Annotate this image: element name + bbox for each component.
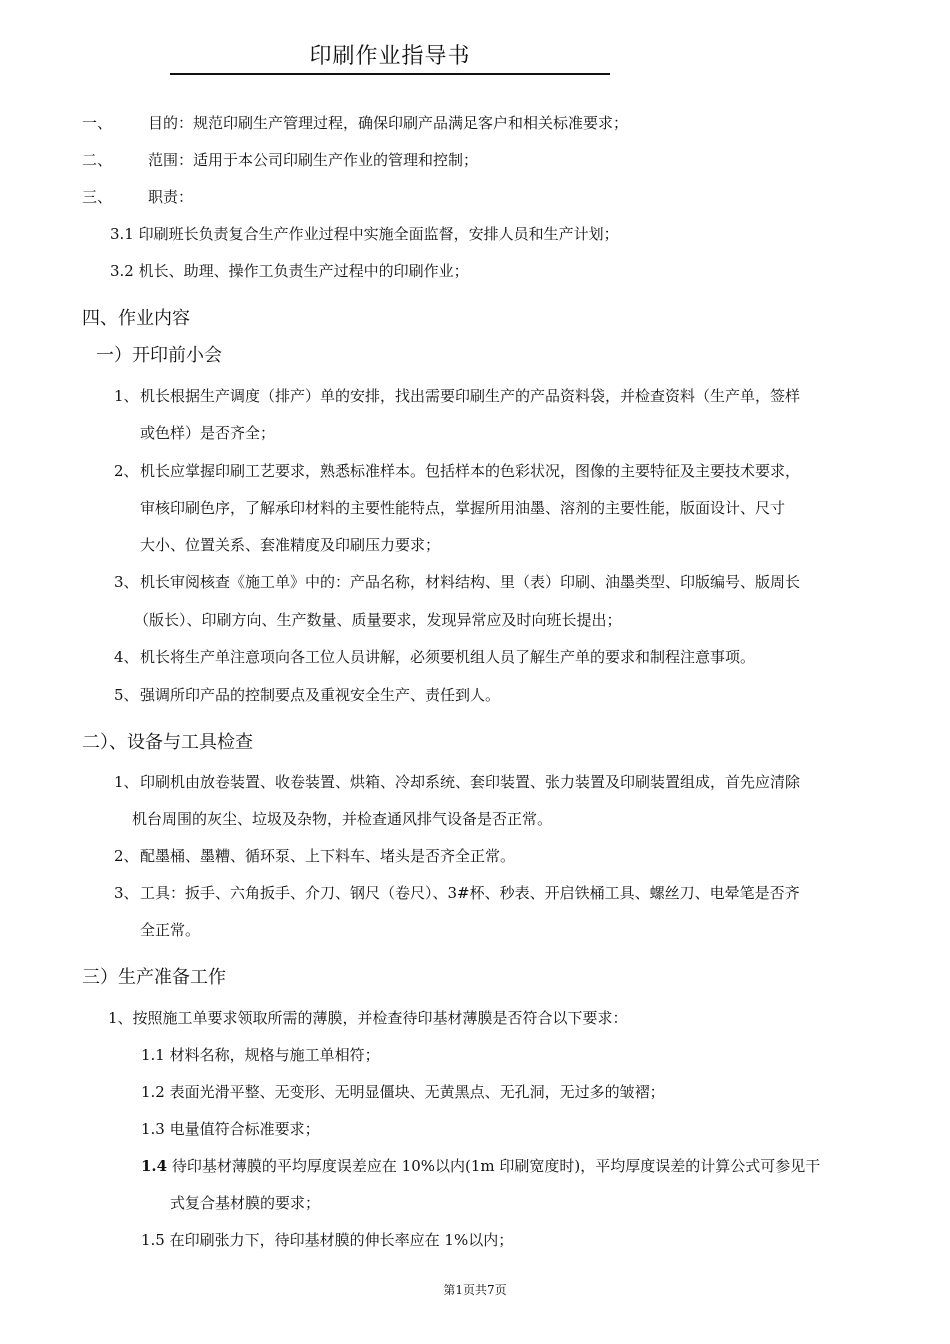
item-text: 强调所印产品的控制要点及重视安全生产、责任到人。: [140, 686, 501, 704]
item-number: 5、: [114, 686, 139, 704]
item-number: 2、: [114, 847, 139, 865]
list-item: [114, 883, 800, 903]
intro-text: 范围：适用于本公司印刷生产作业的管理和控制；: [148, 151, 479, 169]
duty-line: 3.2 机长、助理、操作工负责生产过程中的印刷作业；: [110, 262, 469, 280]
item-number: 2、: [114, 462, 139, 480]
item-number: 3、: [114, 884, 139, 902]
list-item-continuation: 审核印刷色序，了解承印材料的主要性能特点，掌握所用油墨、溶剂的主要性能，版面设计、尺寸: [140, 499, 786, 517]
requirement-continuation: 式复合基材膜的要求；: [170, 1194, 321, 1212]
page-footer: 第1页共7页: [443, 1283, 507, 1297]
title-underline: [170, 73, 610, 75]
document-title: 印刷作业指导书: [309, 44, 471, 69]
requirement-text: 待印基材薄膜的平均厚度误差应在 10%以内(1m 印刷宽度时)，平均厚度误差的计算公式可参见干: [171, 1157, 821, 1175]
list-item: [114, 461, 800, 481]
list-item-continuation: （版长）、印刷方向、生产数量、质量要求，发现异常应及时向班长提出；: [134, 611, 622, 629]
requirement-item: [141, 1156, 820, 1176]
requirement-text: 材料名称，规格与施工单相符；: [169, 1046, 380, 1064]
list-item: [114, 846, 515, 866]
requirement-number: 1.2: [141, 1083, 165, 1101]
item-text: 机长应掌握印刷工艺要求，熟悉标准样本。包括样本的色彩状况，图像的主要特征及主要技术要求，: [140, 462, 801, 480]
item-number: 1、: [114, 773, 139, 791]
item-text: 工具：扳手、六角扳手、介刀、钢尺（卷尺）、3#杯、秒表、开启铁桶工具、螺丝刀、电晕笔是否齐: [140, 884, 800, 902]
requirement-number: 1.4: [141, 1157, 168, 1175]
requirement-number: 1.5: [141, 1231, 165, 1249]
duty-line: 3.1 印刷班长负责复合生产作业过程中实施全面监督，安排人员和生产计划；: [110, 225, 619, 243]
item-number: 4、: [114, 648, 139, 666]
intro-item-purpose: [82, 113, 628, 133]
item-text: 机长审阅核查《施工单》中的：产品名称，材料结构、里（表）印刷、油墨类型、印版编号、版周长: [140, 573, 801, 591]
requirement-item: [141, 1045, 380, 1065]
requirement-text: 表面光滑平整、无变形、无明显僵块、无黄黑点、无孔洞，无过多的皱褶；: [169, 1083, 665, 1101]
subsection-heading: 一）开印前小会: [96, 345, 222, 366]
list-item-continuation: 大小、位置关系、套准精度及印刷压力要求；: [140, 536, 441, 554]
list-item: [114, 647, 755, 667]
intro-number: 二、: [82, 151, 113, 169]
item-text: 机长根据生产调度（排产）单的安排，找出需要印刷生产的产品资料袋，并检查资料（生产单，签样: [140, 387, 801, 405]
requirement-text: 电量值符合标准要求；: [169, 1120, 320, 1138]
item-text: 印刷机由放卷装置、收卷装置、烘箱、冷却系统、套印装置、张力装置及印刷装置组成，首先应清除: [140, 773, 801, 791]
intro-number: 三、: [82, 188, 113, 206]
subsection-heading: 三）生产准备工作: [82, 967, 226, 988]
list-item: [114, 386, 800, 406]
requirement-item: [141, 1119, 320, 1139]
list-item: [114, 685, 500, 705]
item-text: 配墨桶、墨糟、循环泵、上下料车、堵头是否齐全正常。: [140, 847, 516, 865]
list-item: [114, 572, 800, 592]
requirement-item: [141, 1082, 665, 1102]
item-text: 机长将生产单注意项向各工位人员讲解，必须要机组人员了解生产单的要求和制程注意事项。: [140, 648, 756, 666]
list-item-continuation: 机台周围的灰尘、垃圾及杂物，并检查通风排气设备是否正常。: [132, 810, 553, 828]
section-heading: 四、作业内容: [82, 308, 190, 329]
intro-item-scope: [82, 150, 478, 170]
list-item-continuation: 或色样）是否齐全；: [140, 424, 276, 442]
requirement-text: 在印刷张力下，待印基材膜的伸长率应在 1%以内；: [169, 1231, 514, 1249]
requirement-number: 1.1: [141, 1046, 165, 1064]
item-number: 3、: [114, 573, 139, 591]
intro-text: 职责：: [148, 188, 194, 206]
list-item: [114, 772, 800, 792]
requirement-number: 1.3: [141, 1120, 165, 1138]
item-number: 1、: [114, 387, 139, 405]
list-item: 1、按照施工单要求领取所需的薄膜，并检查待印基材薄膜是否符合以下要求：: [108, 1009, 628, 1027]
intro-text: 目的：规范印刷生产管理过程，确保印刷产品满足客户和相关标准要求；: [148, 114, 629, 132]
intro-item-duties: [82, 187, 193, 207]
requirement-item: [141, 1230, 513, 1250]
list-item-continuation: 全正常。: [140, 921, 201, 939]
subsection-heading: 二）、设备与工具检查: [82, 732, 253, 753]
intro-number: 一、: [82, 114, 113, 132]
